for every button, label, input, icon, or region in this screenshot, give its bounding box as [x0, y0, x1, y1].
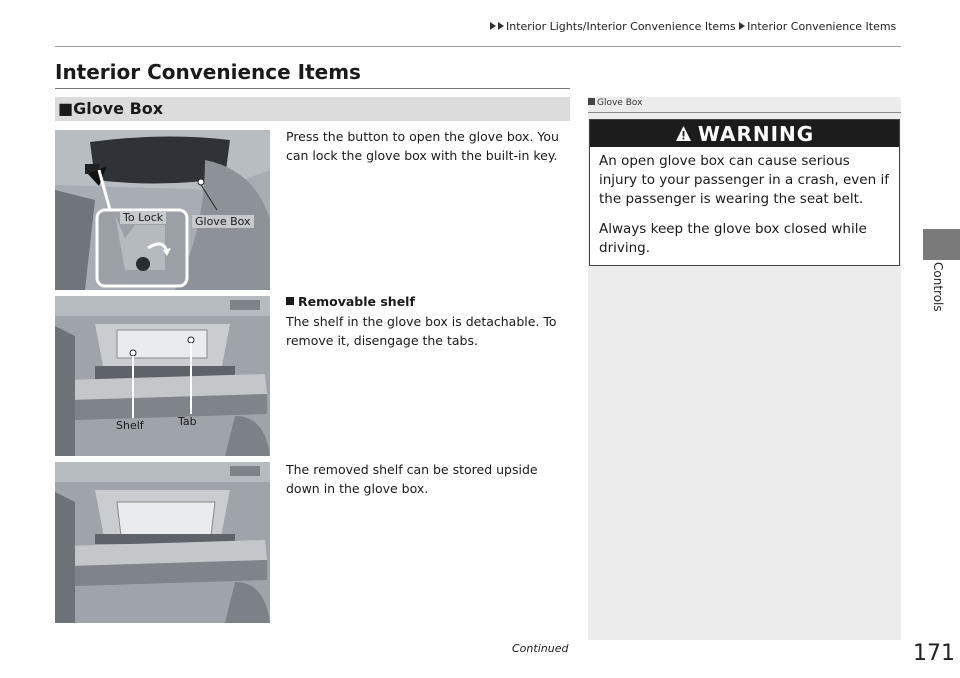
subsection-paragraph: The shelf in the glove box is detachable. To remove it, disengage the tabs. — [286, 314, 557, 348]
stored-paragraph: The removed shelf can be stored upside down in the glove box. — [286, 462, 538, 496]
chapter-tab-text: Controls — [931, 262, 945, 312]
continued-label: Continued — [512, 642, 569, 655]
sidebar-ref — [588, 98, 642, 108]
breadcrumb-arrow-icon — [739, 22, 745, 30]
warning-title-text: WARNING — [697, 121, 815, 146]
section-title-text: Glove Box — [73, 99, 164, 118]
breadcrumb-arrow-icon — [490, 22, 496, 30]
warning-triangle-icon — [675, 125, 692, 142]
sidebar-ref-label: Glove Box — [597, 98, 643, 108]
sidebar-divider — [588, 112, 901, 113]
square-bullet-icon — [286, 297, 294, 305]
breadcrumb-arrow-icon — [498, 22, 504, 30]
breadcrumb-item[interactable]: Interior Convenience Items — [747, 20, 897, 33]
warning-title — [590, 120, 899, 147]
callout-to-lock: To Lock — [120, 211, 166, 224]
section-title — [58, 99, 163, 118]
subsection-title — [286, 294, 415, 309]
removable-shelf-photo — [55, 296, 270, 456]
callout-tab: Tab — [178, 415, 197, 428]
warning-paragraph-1: An open glove box can cause serious injury to your passenger in a crash, even if the passenger is wearing the seat belt. — [599, 153, 889, 207]
glove-box-photo — [55, 130, 270, 290]
shelf-illustration — [55, 296, 270, 456]
callout-shelf: Shelf — [116, 419, 144, 432]
stored-shelf-illustration — [55, 462, 270, 623]
section-marker: ■ — [58, 99, 74, 118]
chapter-tab-label[interactable] — [929, 262, 951, 322]
breadcrumb — [490, 20, 910, 33]
title-divider — [55, 88, 570, 89]
page-number: 171 — [913, 641, 955, 666]
reference-icon — [588, 98, 595, 105]
breadcrumb-item[interactable]: Interior Lights/Interior Convenience Items — [506, 20, 736, 33]
stored-shelf-photo — [55, 462, 270, 623]
intro-paragraph: Press the button to open the glove box. You can lock the glove box with the built-in key. — [286, 129, 559, 163]
callout-glove-box: Glove Box — [192, 215, 254, 228]
page-title: Interior Convenience Items — [55, 60, 361, 84]
glove-box-illustration — [55, 130, 270, 290]
warning-paragraph-2: Always keep the glove box closed while driving. — [599, 221, 867, 256]
top-divider — [55, 46, 901, 47]
chapter-tab-marker — [923, 229, 960, 260]
subsection-title-text: Removable shelf — [298, 294, 415, 309]
